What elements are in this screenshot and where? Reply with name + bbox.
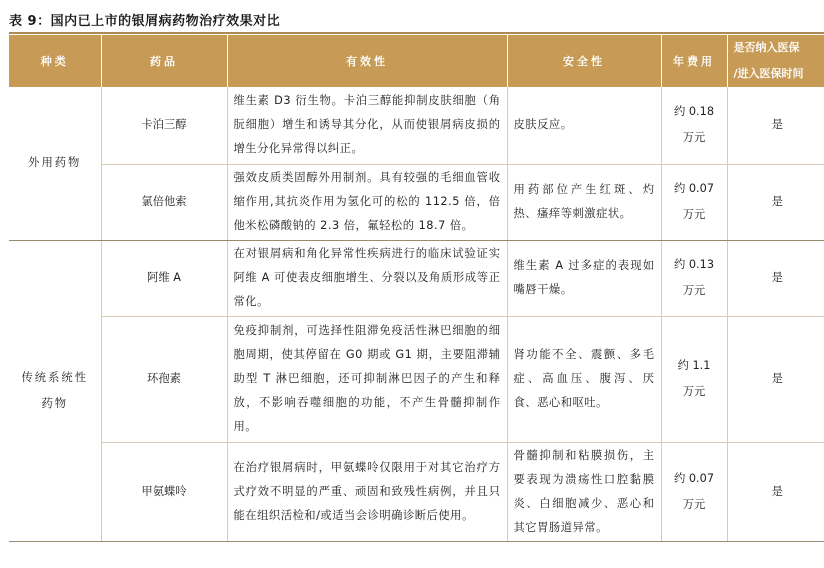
fee-cell — [661, 164, 727, 240]
fee-value: 约 0.07 — [673, 182, 715, 195]
efficacy-cell: 维生素 D3 衍生物。卡泊三醇能抑制皮肤细胞（角朊细胞）增生和诱导其分化，从而使银屑病皮损的增生分化异常得以纠正。 — [227, 87, 507, 164]
table-row — [9, 87, 824, 164]
safety-cell: 肾功能不全、震颤、多毛症、高血压、腹泻、厌食、恶心和呕吐。 — [507, 316, 661, 442]
efficacy-cell: 在治疗银屑病时，甲氨蝶呤仅限用于对其它治疗方式疗效不明显的严重、顽固和致残性病例，并且只能在组织活检和/或适当会诊明确诊断后使用。 — [227, 442, 507, 541]
fee-unit: 万元 — [682, 284, 706, 297]
insurance-cell: 是 — [727, 164, 824, 240]
insurance-cell: 是 — [727, 316, 824, 442]
insurance-cell: 是 — [727, 442, 824, 541]
header-annual-fee: 年费用 — [661, 35, 727, 87]
table-row — [9, 316, 824, 442]
safety-cell: 骨髓抑制和粘膜损伤，主要表现为溃疡性口腔黏膜炎、白细胞减少、恶心和其它胃肠道异常。 — [507, 442, 661, 541]
efficacy-cell: 在对银屑病和角化异常性疾病进行的临床试验证实阿维 A 可使表皮细胞增生、分裂以及角质形成等正常化。 — [227, 240, 507, 316]
drug-comparison-table — [9, 35, 824, 542]
table-row — [9, 240, 824, 316]
drug-name: 阿维 A — [101, 240, 227, 316]
safety-cell: 皮肤反应。 — [507, 87, 661, 164]
fee-cell — [661, 316, 727, 442]
efficacy-cell: 强效皮质类固醇外用制剂。具有较强的毛细血管收缩作用,其抗炎作用为氢化可的松的 112.5 倍，倍他米松磷酸钠的 2.3 倍，氟轻松的 18.7 倍。 — [227, 164, 507, 240]
fee-cell — [661, 87, 727, 164]
fee-value: 约 1.1 — [677, 359, 711, 372]
header-insurance-line1: 是否纳入医保 — [733, 41, 800, 54]
header-efficacy: 有效性 — [227, 35, 507, 87]
drug-name: 环孢素 — [101, 316, 227, 442]
insurance-cell: 是 — [727, 87, 824, 164]
header-insurance-line2: /进入医保时间 — [733, 67, 804, 80]
fee-value: 约 0.07 — [673, 471, 715, 485]
safety-cell: 用药部位产生红斑、灼热、瘙痒等刺激症状。 — [507, 164, 661, 240]
fee-value: 约 0.18 — [673, 105, 715, 119]
fee-unit: 万元 — [682, 131, 706, 145]
header-safety: 安全性 — [507, 35, 661, 87]
efficacy-cell: 免疫抑制剂，可选择性阻滞免疫活性淋巴细胞的细胞周期，使其停留在 G0 期或 G1 期，主要阻滞辅助型 T 淋巴细胞，还可抑制淋巴因子的产生和释放，不影响吞噬细胞的功能，不产生骨髓抑制作用。 — [227, 316, 507, 442]
table-row — [9, 164, 824, 240]
header-drug: 药品 — [101, 35, 227, 87]
fee-cell — [661, 442, 727, 541]
fee-unit: 万元 — [682, 208, 706, 221]
category-cell: 传统系统性药物 — [9, 240, 101, 541]
drug-name: 氯倍他索 — [101, 164, 227, 240]
fee-value: 约 0.13 — [673, 258, 715, 271]
drug-name: 甲氨蝶呤 — [101, 442, 227, 541]
header-insurance — [727, 35, 824, 87]
header-row — [9, 35, 824, 87]
insurance-cell: 是 — [727, 240, 824, 316]
table-title: 表 9：国内已上市的银屑病药物治疗效果对比 — [9, 14, 281, 29]
safety-cell: 维生素 A 过多症的表现如嘴唇干燥。 — [507, 240, 661, 316]
table-row — [9, 442, 824, 541]
fee-unit: 万元 — [682, 385, 706, 398]
title-rule — [9, 32, 824, 34]
drug-name: 卡泊三醇 — [101, 87, 227, 164]
fee-unit: 万元 — [682, 497, 706, 511]
fee-cell — [661, 240, 727, 316]
header-category: 种类 — [9, 35, 101, 87]
category-cell: 外用药物 — [9, 87, 101, 240]
